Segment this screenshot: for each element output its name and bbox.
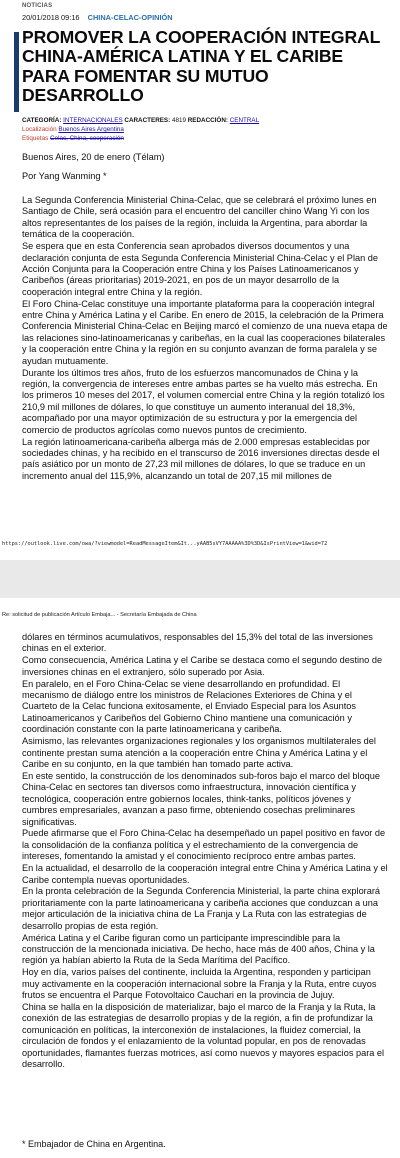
redaction-link[interactable]: CENTRAL — [229, 117, 260, 124]
publish-date: 20/01/2018 09:16 — [22, 13, 80, 22]
article-byline: Por Yang Wanming * — [22, 171, 107, 181]
meta-category-row — [22, 117, 259, 124]
article-body-page-1 — [22, 195, 388, 483]
paragraph: La Segunda Conferencia Ministerial China-Celac, que se celebrará el próximo lunes en Santiago de Chile, será ocasión para el encuentro del canciller chino Wang Yi con los altos representantes de los países de la región, incluida la Argentina, para abordar la temática de la cooperación. — [22, 195, 377, 240]
paragraph: En la actualidad, el desarrollo de la cooperación integral entre China y América Latina y el Caribe contempla nuevas oportunidades. — [22, 863, 388, 885]
paragraph: En paralelo, en el Foro China-Celac se viene desarrollando en profundidad. El mecanismo de diálogo entre los ministros de Relaciones Exteriores de China y el Cuarteto de la Celac funciona exitosamente, el Enviado Especial para los Asuntos Latinoamericanos y Caribeños del Gobierno Chino mantiene una comunicación y coordinación constante con la parte latinoamericana y caribeña. — [22, 678, 357, 735]
tags-label: Etiquetas — [22, 135, 49, 142]
paragraph: La región latinoamericana-caribeña alberga más de 2.000 empresas establecidas por sociedades chinas, y ha recibido en el transcurso de 2016 inversiones directas desde el país asiático por un monto de 27,23 mil millones de dólares, lo que se traduce en un incremento anual del 115,9%, alcanzando un total de 207,15 mil millones de — [22, 436, 380, 481]
location-label: Localización — [22, 126, 57, 133]
category-link[interactable]: INTERNACIONALES — [63, 117, 123, 124]
paragraph: América Latina y el Caribe figuran como un participante imprescindible para la construcción de la mencionada iniciativa. De hecho, hace más de 400 años, China y la región ya habían abierto la Ruta de la Seda Marítima del Pacífico. — [22, 932, 375, 966]
section-label: CHINA-CELAC-OPINIÓN — [87, 13, 173, 22]
article-title: PROMOVER LA COOPERACIÓN INTEGRAL CHINA-AMÉRICA LATINA Y EL CARIBE PARA FOMENTAR SU MUTUO DESARROLLO — [22, 27, 380, 105]
title-accent-bar — [14, 32, 19, 112]
paragraph: dólares en términos acumulativos, responsables del 15,3% del total de las inversiones chinas en el exterior. — [22, 632, 373, 654]
paragraph: Como consecuencia, América Latina y el Caribe se destaca como el segundo destino de inversiones chinas en el extranjero, sólo superado por Asia. — [22, 655, 383, 677]
location-link[interactable]: Buenos Aires Argentina — [58, 126, 124, 133]
paragraph: El Foro China-Celac constituye una importante plataforma para la cooperación integral entre China y América Latina y el Caribe. En enero de 2015, la celebración de la Primera Conferencia Ministerial China-Celac en Beijing marcó el comienzo de una nueva etapa de las relaciones sino-latinoamericanas y caribeñas, en la cual las cooperaciones bilaterales y la cooperación entre China y la región en su conjunto avanzan de forma paralela y se ayudan mutuamente. — [22, 298, 388, 366]
paragraph: Se espera que en esta Conferencia sean aprobados diversos documentos y una declaración conjunta de esta Segunda Conferencia Ministerial China-Celac y el Plan de Acción Conjunta para la Cooperación entre China y los Países Latinoamericanos y Caribeños (áreas prioritarias) 2019-2021, en pos de un mayor desarrollo de la cooperación integral entre China y la región. — [22, 241, 378, 297]
characters-label: CARACTERES: — [124, 117, 171, 124]
paragraph: En la pronta celebración de la Segunda Conferencia Ministerial, la parte china explorará prioritariamente con la parte latinoamericana y caribeña acciones que conduzcan a una mejor articulación de la iniciativa china de La Franja y La Ruta con las estrategias de desarrollo propias de esta región. — [22, 886, 381, 931]
paragraph: Asimismo, las relevantes organizaciones regionales y los organismos multilaterales del continente prestan suma atención a la cooperación entre China y América Latina y el Caribe en su conjunto, en la que también han tomado parte activa. — [22, 736, 376, 769]
publish-dateline — [22, 13, 173, 22]
page-separator — [0, 560, 400, 598]
print-page-header: Re: solicitud de publicación Artículo Embaja... - Secretaría Embajada de China — [2, 612, 197, 618]
article-body-page-2 — [22, 632, 388, 1071]
tags-link[interactable]: Celac, China, cooperación — [50, 135, 124, 142]
category-label: CATEGORÍA: — [22, 117, 62, 124]
characters-value: 4819 — [171, 117, 186, 124]
paragraph: China se halla en la disposición de materializar, bajo el marco de la Franja y la Ruta, la conexión de las estrategias de desarrollo propias y de la región, a fin de profundizar la comunicación en políticas, la interconexión de instalaciones, la fluidez comercial, la circulación de fondos y el enlazamiento de la voluntad popular, en pos de renovadas oportunidades, flamantes fuerzas motrices, así como nuevos y mayores espacios para el desarrollo. — [22, 1002, 385, 1070]
meta-location-row — [22, 126, 124, 133]
article-dateline: Buenos Aires, 20 de enero (Télam) — [22, 152, 165, 162]
redaction-label: REDACCIÓN: — [187, 117, 228, 124]
paragraph: Hoy en día, varios países del continente, incluida la Argentina, responden y participan muy activamente en la cooperación internacional sobre la Franja y la Ruta, entre cuyos frutos se encuentra el Parque Fotovoltaico Cauchari en la provincia de Jujuy. — [22, 967, 377, 1001]
print-url-footer: https://outlook.live.com/owa/?viewmodel=ReadMessageItem&It...yAAB5sVY7AAAAA%3D%3D&IsPrintView=1&wid=72 — [2, 541, 328, 547]
paragraph: En este sentido, la construcción de los denominados sub-foros bajo el marco del bloque China-Celac en sectores tan diversos como infraestructura, innovación científica y tecnológica, cooperación entre gobiernos locales, think-tanks, políticos jóvenes y cumbres empresariales, avanzan a paso firme, obteniendo cosechas preliminares significativas. — [22, 770, 381, 827]
meta-tags-row — [22, 135, 124, 142]
kicker: NOTICIAS — [22, 3, 53, 9]
paragraph: Durante los últimos tres años, fruto de los esfuerzos mancomunados de China y la región, la convergencia de intereses entre ambas partes se ha vuelto más estrecha. En los primeros 10 meses del 2017, el volumen comercial entre China y la región totalizó los 210,9 mil millones de dólares, lo que constituye un aumento interanual del 18,3%, acompañado por una mayor optimización de su estructura y por la emergencia del comercio de productos agrícolas como nuevos puntos de crecimiento. — [22, 367, 385, 435]
author-footnote: * Embajador de China en Argentina. — [22, 1139, 166, 1149]
paragraph: Puede afirmarse que el Foro China-Celac ha desempeñado un papel positivo en favor de la consolidación de la confianza política y el estrechamiento de la convergencia de intereses, fomentando la amistad y el conocimiento recíproco entre ambas partes. — [22, 828, 386, 862]
